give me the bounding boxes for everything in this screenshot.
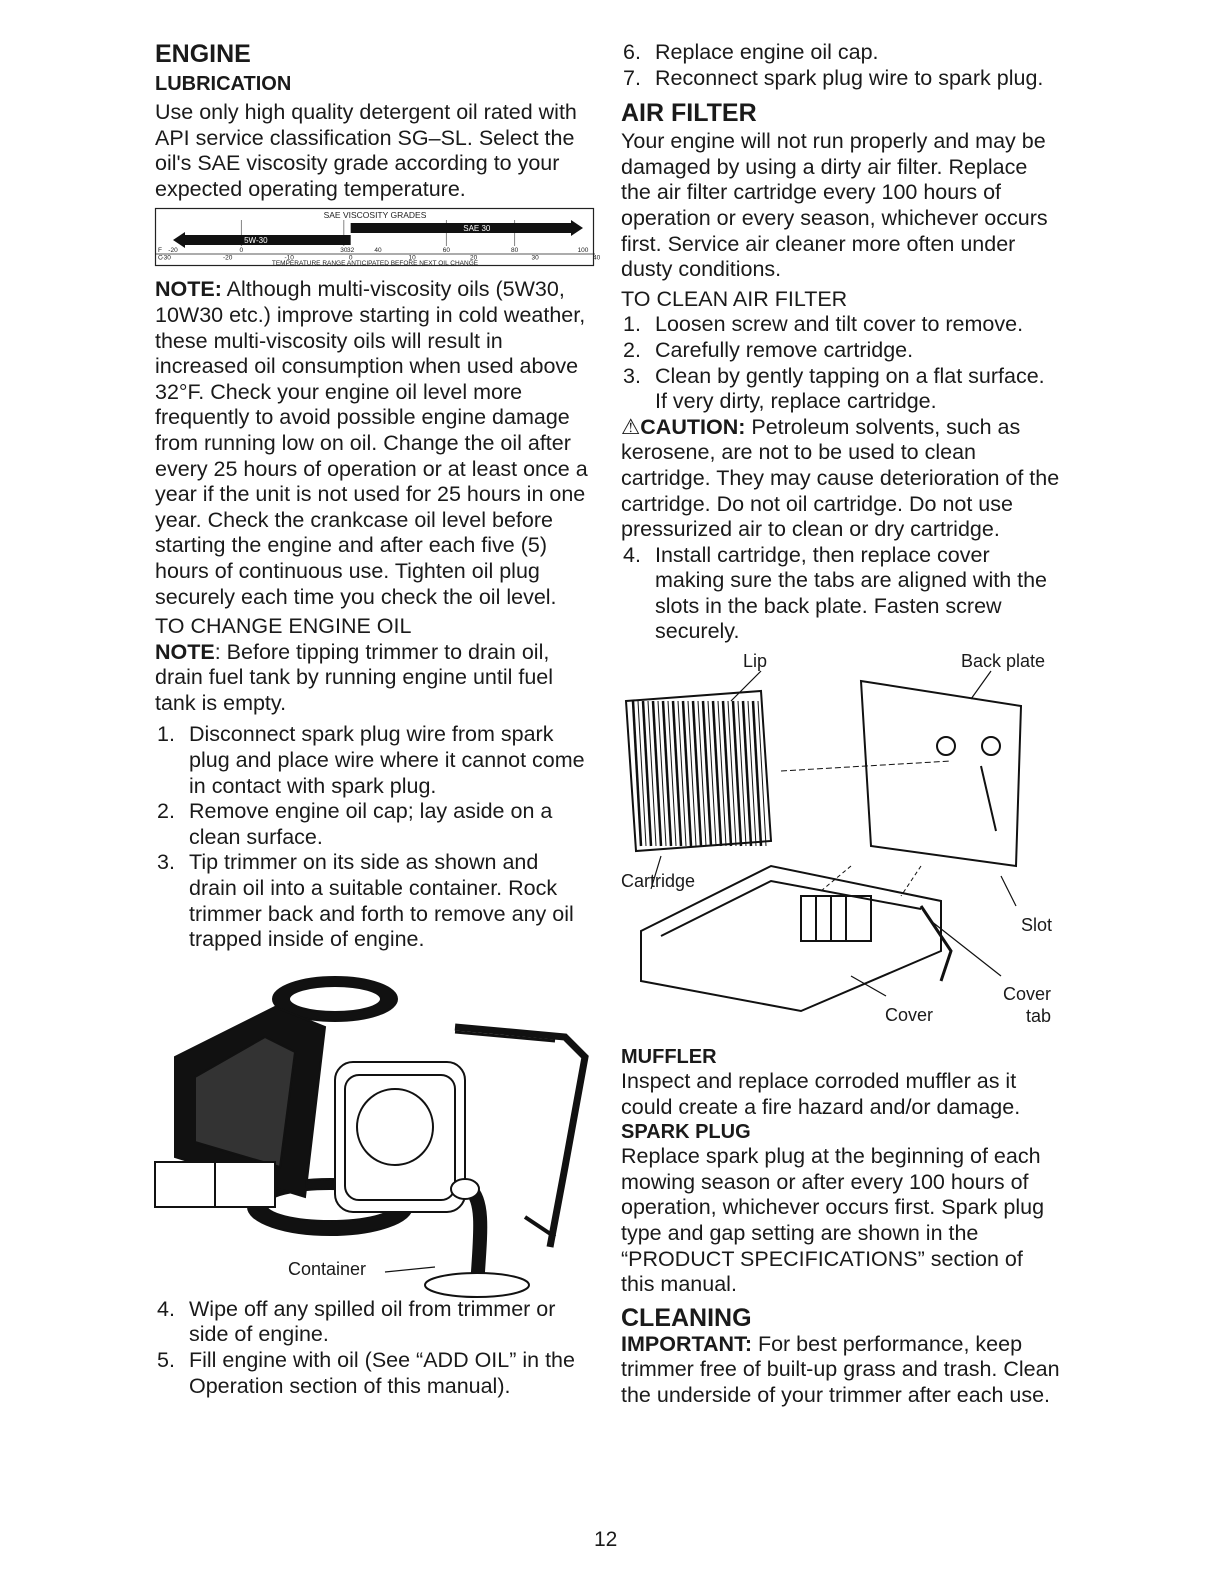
list-item: 4. Wipe off any spilled oil from trimmer or side of engine. — [157, 1296, 556, 1347]
list-item: 2. Remove engine oil cap; lay aside on a clean surface. — [157, 799, 553, 849]
f-tick-label: 30 — [340, 247, 348, 255]
engine-heading: ENGINE — [155, 40, 251, 68]
clean-step-4 — [621, 543, 1061, 645]
c-tick-label: 20 — [470, 254, 478, 262]
list-item: 3. Clean by gently tapping on a flat surface. If very dirty, replace cartridge. — [623, 363, 1045, 414]
list-item: 7. Reconnect spark plug wire to spark plug. — [623, 65, 1044, 90]
air-filter-heading: AIR FILTER — [621, 99, 757, 128]
change-oil-heading: TO CHANGE ENGINE OIL — [155, 614, 412, 639]
note2-text: : Before tipping trimmer to drain oil, drain fuel tank by running engine until fuel tank is empty. — [155, 639, 554, 715]
chart-title: SAE VISCOSITY GRADES — [323, 210, 427, 221]
lip-label: Lip — [743, 651, 768, 672]
list-item: 5. Fill engine with oil (See “ADD OIL” in the Operation section of this manual). — [157, 1348, 575, 1398]
f-tick-label: -20 — [168, 247, 178, 255]
clean-filter-heading: TO CLEAN AIR FILTER — [621, 286, 848, 311]
cartridge-label: Cartridge — [621, 871, 696, 892]
air-filter-illustration — [621, 651, 1061, 1041]
viscosity-chart — [155, 208, 601, 271]
note-label: NOTE: — [155, 277, 222, 302]
viscosity-chart-svg — [155, 208, 601, 268]
list-item: 2. Carefully remove cartridge. — [623, 337, 914, 362]
c-axis-label: C — [158, 254, 163, 262]
cover-tab-label: Cover tab — [1003, 984, 1052, 1027]
c-tick-label: 30 — [531, 254, 539, 262]
5w30-label: 5W-30 — [244, 236, 268, 246]
c-tick-label: -10 — [284, 254, 294, 262]
spark-plug-heading: SPARK PLUG — [621, 1121, 751, 1144]
caution-label: CAUTION: — [640, 414, 746, 439]
cleaning-text — [621, 1332, 1061, 1409]
caution-text: Petroleum solvents, such as kerosene, are not to be used to clean cartridge. They may cause deterioration of the cartridge. Do not oil cartridge. Do not use pressurized air to clean or dry cartridge. — [621, 414, 1060, 542]
list-item: 3. Tip trimmer on its side as shown and drain oil into a suitable container. Rock trimmer back and forth to remove any oil trapped inside of engine. — [157, 850, 574, 952]
back-plate — [861, 681, 1021, 866]
muffler-text: Inspect and replace corroded muffler as it could create a fire hazard and/or damage. — [621, 1069, 1021, 1119]
c-tick-label: -20 — [222, 254, 233, 262]
warning-triangle-icon: ⚠ — [621, 414, 641, 439]
list-item: 1. Disconnect spark plug wire from spark plug and place wire where it cannot come in contact with spark plug. — [157, 722, 585, 798]
c-tick-label: 40 — [593, 254, 601, 262]
clean-filter-steps — [621, 312, 1061, 414]
cap-steps — [621, 40, 1061, 91]
note2-label: NOTE — [155, 639, 215, 664]
muffler-heading: MUFFLER — [621, 1046, 717, 1069]
cover-label: Cover — [885, 1005, 934, 1026]
important-label: IMPORTANT: — [621, 1331, 752, 1356]
f-tick-label: 0 — [239, 247, 244, 255]
oil-opening — [451, 1179, 479, 1199]
cleaning-heading: CLEANING — [621, 1303, 752, 1332]
sae30-label: SAE 30 — [463, 224, 491, 234]
caution-paragraph — [621, 415, 1061, 543]
trimmer-drawing — [155, 967, 590, 1289]
list-item: 1. Loosen screw and tilt cover to remove. — [623, 312, 1024, 337]
f-tick-label: 40 — [374, 247, 382, 255]
lubrication-text: Use only high quality detergent oil rated with API service classification SG–SL. Select the oil's SAE viscosity grade according to your expected operating temperature. — [155, 100, 577, 201]
chart-xlabel: TEMPERATURE RANGE ANTICIPATED BEFORE NEXT OIL CHANGE — [271, 260, 479, 268]
f-tick-label: 80 — [511, 247, 519, 255]
c-tick-label: 10 — [408, 254, 416, 262]
page-number: 12 — [594, 1528, 618, 1551]
air-filter-drawing — [621, 651, 1061, 1041]
oil-note — [155, 277, 590, 610]
list-item: 4. Install cartridge, then replace cover making sure the tabs are aligned with the slots in the back plate. Fasten screw securely. — [623, 542, 1048, 644]
air-filter-text: Your engine will not run properly and may be damaged by using a dirty air filter. Replace the air filter cartridge every 100 hours of operation or every season, whichever occurs first. Service air cleaner more often under dusty conditions. — [621, 129, 1048, 282]
lubrication-heading: LUBRICATION — [155, 73, 292, 95]
engine-block — [335, 1062, 465, 1212]
c-tick-label: 0 — [348, 254, 353, 262]
f-tick-label: 32 — [347, 247, 355, 255]
oil-container — [425, 1273, 529, 1297]
c-tick-label: -30 — [161, 254, 171, 262]
f-tick-label: 60 — [442, 247, 450, 255]
change-oil-steps — [155, 722, 590, 952]
note-text: Although multi-viscosity oils (5W30, 10W30 etc.) improve starting in cold weather, these multi-viscosity oils will result in increased oil consumption when used above 32°F. Check your engine oil level more frequently to avoid possible engine damage from running low on oil. Change the oil after every 25 hours of operation or at least once a year if the unit is not used for 25 hours in one year. Check the crankcase oil level before starting the engine and after each five (5) hours of continuous use. Tighten oil plug securely each time you check the oil level. — [155, 277, 588, 609]
list-item: 6. Replace engine oil cap. — [623, 40, 879, 64]
change-oil-note — [155, 640, 590, 717]
important-text: For best performance, keep trimmer free of built-up grass and trash. Clean the underside of your trimmer after each use. — [621, 1331, 1060, 1407]
spark-plug-text: Replace spark plug at the beginning of each mowing season or after every 100 hours of operation, whichever occurs first. Spark plug type and gap setting are shown in the “PRODUCT SPECIFICATIONS” section of this manual. — [621, 1144, 1045, 1297]
left-column — [155, 40, 601, 1399]
slot-label: Slot — [1021, 915, 1053, 936]
f-tick-label: 100 — [577, 247, 589, 255]
back-plate-label: Back plate — [961, 651, 1046, 672]
right-column — [621, 40, 1061, 1409]
f-axis-label: F — [158, 247, 162, 255]
trimmer-illustration — [155, 967, 590, 1289]
fill-oil-steps — [155, 1297, 590, 1399]
container-label: Container — [288, 1258, 367, 1279]
